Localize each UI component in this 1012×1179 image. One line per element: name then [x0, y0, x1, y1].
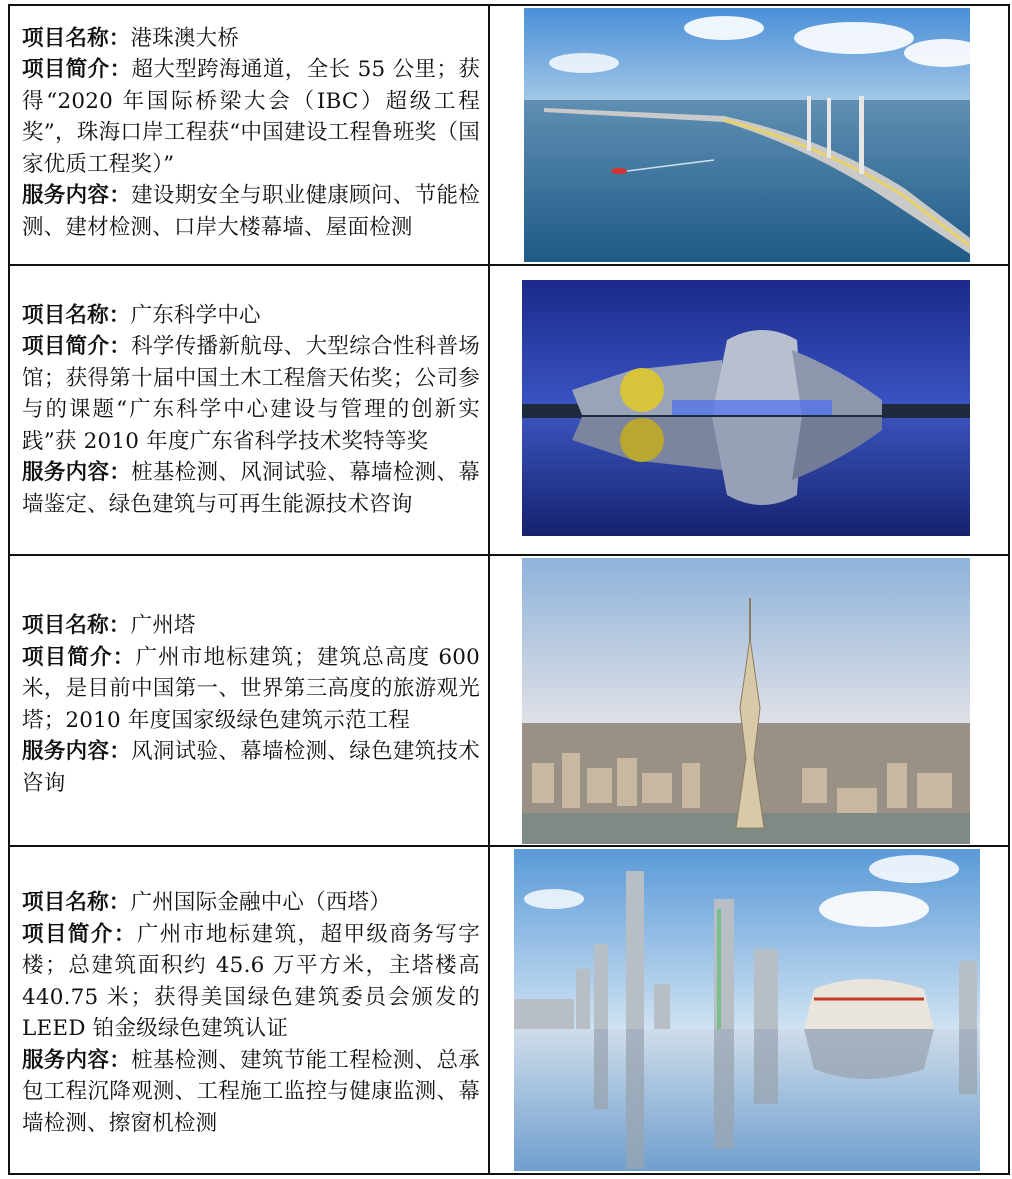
project-name-label: 项目名称：: [22, 890, 131, 915]
project-intro: 广州市地标建筑，超甲级商务写字楼；总建筑面积约 45.6 万平方米，主塔楼高 440.75 米；获得美国绿色建筑委员会颁发的 LEED 铂金级绿色建筑认证: [22, 921, 480, 1041]
project-image-cell: [489, 265, 1009, 555]
project-image-cell: [489, 555, 1009, 846]
canton-tower-photo: [522, 558, 970, 844]
project-intro: 超大型跨海通道，全长 55 公里；获得“2020 年国际桥梁大会（IBC）超级工程奖”，珠海口岸工程获“中国建设工程鲁班奖（国家优质工程奖）”: [22, 57, 480, 177]
project-intro-label: 项目简介：: [22, 334, 132, 360]
projects-table: [8, 4, 1010, 1175]
project-name: 广州塔: [130, 613, 196, 638]
service-content: 桩基检测、建筑节能工程检测、总承包工程沉降观测、工程施工监控与健康监测、幕墙检测、擦窗机检测: [22, 1047, 480, 1136]
skyline-photo: [514, 849, 980, 1171]
project-intro-label: 项目简介：: [22, 57, 132, 83]
project-text-cell: [9, 555, 489, 846]
project-intro: 广州市地标建筑；建筑总高度 600 米，是目前中国第一、世界第三高度的旅游观光塔；2010 年度国家级绿色建筑示范工程: [22, 644, 480, 733]
table-row: [9, 265, 1009, 555]
service-content: 桩基检测、风洞试验、幕墙检测、幕墙鉴定、绿色建筑与可再生能源技术咨询: [22, 460, 480, 517]
project-name-label: 项目名称：: [22, 25, 131, 51]
project-intro: 科学传播新航母、大型综合性科普场馆；获得第十届中国土木工程詹天佑奖；公司参与的课题“广东科学中心建设与管理的创新实践”获 2010 年度广东省科学技术奖特等奖: [22, 334, 480, 454]
project-name: 广州国际金融中心（西塔）: [130, 890, 391, 915]
project-text-cell: [9, 265, 489, 555]
bridge-photo: [524, 8, 970, 262]
table-row: [9, 5, 1009, 265]
project-text-cell: [9, 5, 489, 265]
project-image-cell: [489, 846, 1009, 1174]
service-content: 建设期安全与职业健康顾问、节能检测、建材检测、口岸大楼幕墙、屋面检测: [22, 183, 480, 240]
project-intro-label: 项目简介：: [22, 644, 136, 670]
table-row: [9, 846, 1009, 1174]
service-label: 服务内容：: [22, 183, 132, 209]
project-image-cell: [489, 5, 1009, 265]
science-center-photo: [522, 280, 970, 536]
project-name: 广东科学中心: [130, 302, 261, 328]
project-name-label: 项目名称：: [22, 613, 131, 638]
table-row: [9, 555, 1009, 846]
project-name: 港珠澳大桥: [130, 25, 240, 51]
service-label: 服务内容：: [22, 460, 132, 486]
project-intro-label: 项目简介：: [22, 921, 137, 947]
service-label: 服务内容：: [22, 1047, 132, 1073]
service-content: 风洞试验、幕墙检测、绿色建筑技术咨询: [22, 739, 480, 796]
project-name-label: 项目名称：: [22, 302, 131, 328]
project-text-cell: [9, 846, 489, 1174]
service-label: 服务内容：: [22, 739, 132, 764]
